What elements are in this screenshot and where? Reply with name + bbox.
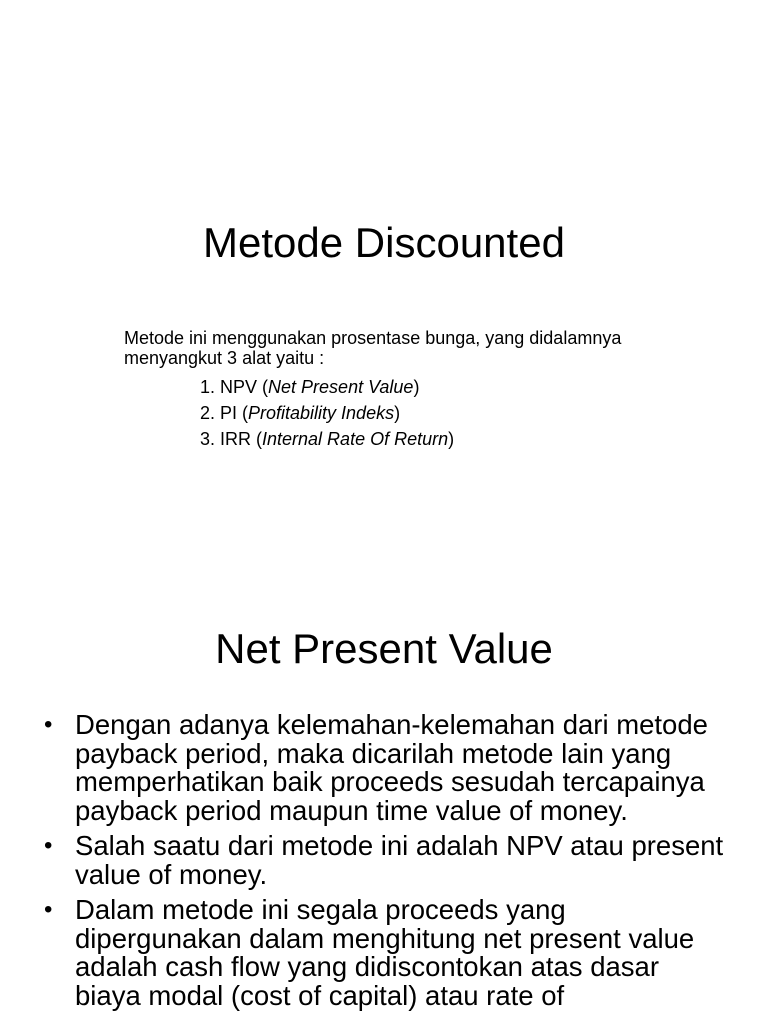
method-suffix: ) bbox=[448, 429, 455, 449]
method-prefix: 2. PI ( bbox=[200, 403, 249, 423]
slide1-intro-text: Metode ini menggunakan prosentase bunga, yang didalamnya menyangkut 3 alat yaitu : bbox=[124, 328, 622, 368]
bullet-dot-icon: • bbox=[44, 711, 53, 738]
method-item-irr bbox=[200, 426, 684, 452]
method-list bbox=[200, 374, 684, 452]
slide2-title: Net Present Value bbox=[215, 625, 553, 672]
method-prefix: 1. NPV ( bbox=[200, 377, 269, 397]
method-term: Profitability Indeks bbox=[248, 403, 395, 423]
method-item-npv bbox=[200, 374, 684, 400]
method-suffix: ) bbox=[394, 403, 401, 423]
bullet-item bbox=[44, 832, 724, 889]
bullet-dot-icon: • bbox=[44, 832, 53, 859]
bullet-item bbox=[44, 711, 724, 825]
method-suffix: ) bbox=[413, 377, 420, 397]
bullet-text: Dengan adanya kelemahan-kelemahan dari metode payback period, maka dicarilah metode lain yang memperhatikan baik proceeds sesudah tercapainya payback period maupun time value of money. bbox=[75, 709, 708, 826]
bullet-text: Salah saatu dari metode ini adalah NPV atau present value of money. bbox=[75, 830, 724, 890]
bullet-item bbox=[44, 896, 724, 1010]
bullet-text: Dalam metode ini segala proceeds yang dipergunakan dalam menghitung net present value adalah cash flow yang didiscontokan atas dasar biaya modal (cost of capital) atau rate of bbox=[75, 894, 695, 1011]
npv-bullet-list bbox=[44, 711, 724, 1017]
slide1-body bbox=[124, 328, 684, 452]
method-term: Net Present Value bbox=[268, 377, 414, 397]
bullet-dot-icon: • bbox=[44, 896, 53, 923]
method-prefix: 3. IRR ( bbox=[200, 429, 263, 449]
method-item-pi bbox=[200, 400, 684, 426]
method-term: Internal Rate Of Return bbox=[262, 429, 449, 449]
slide1-title: Metode Discounted bbox=[203, 219, 565, 266]
